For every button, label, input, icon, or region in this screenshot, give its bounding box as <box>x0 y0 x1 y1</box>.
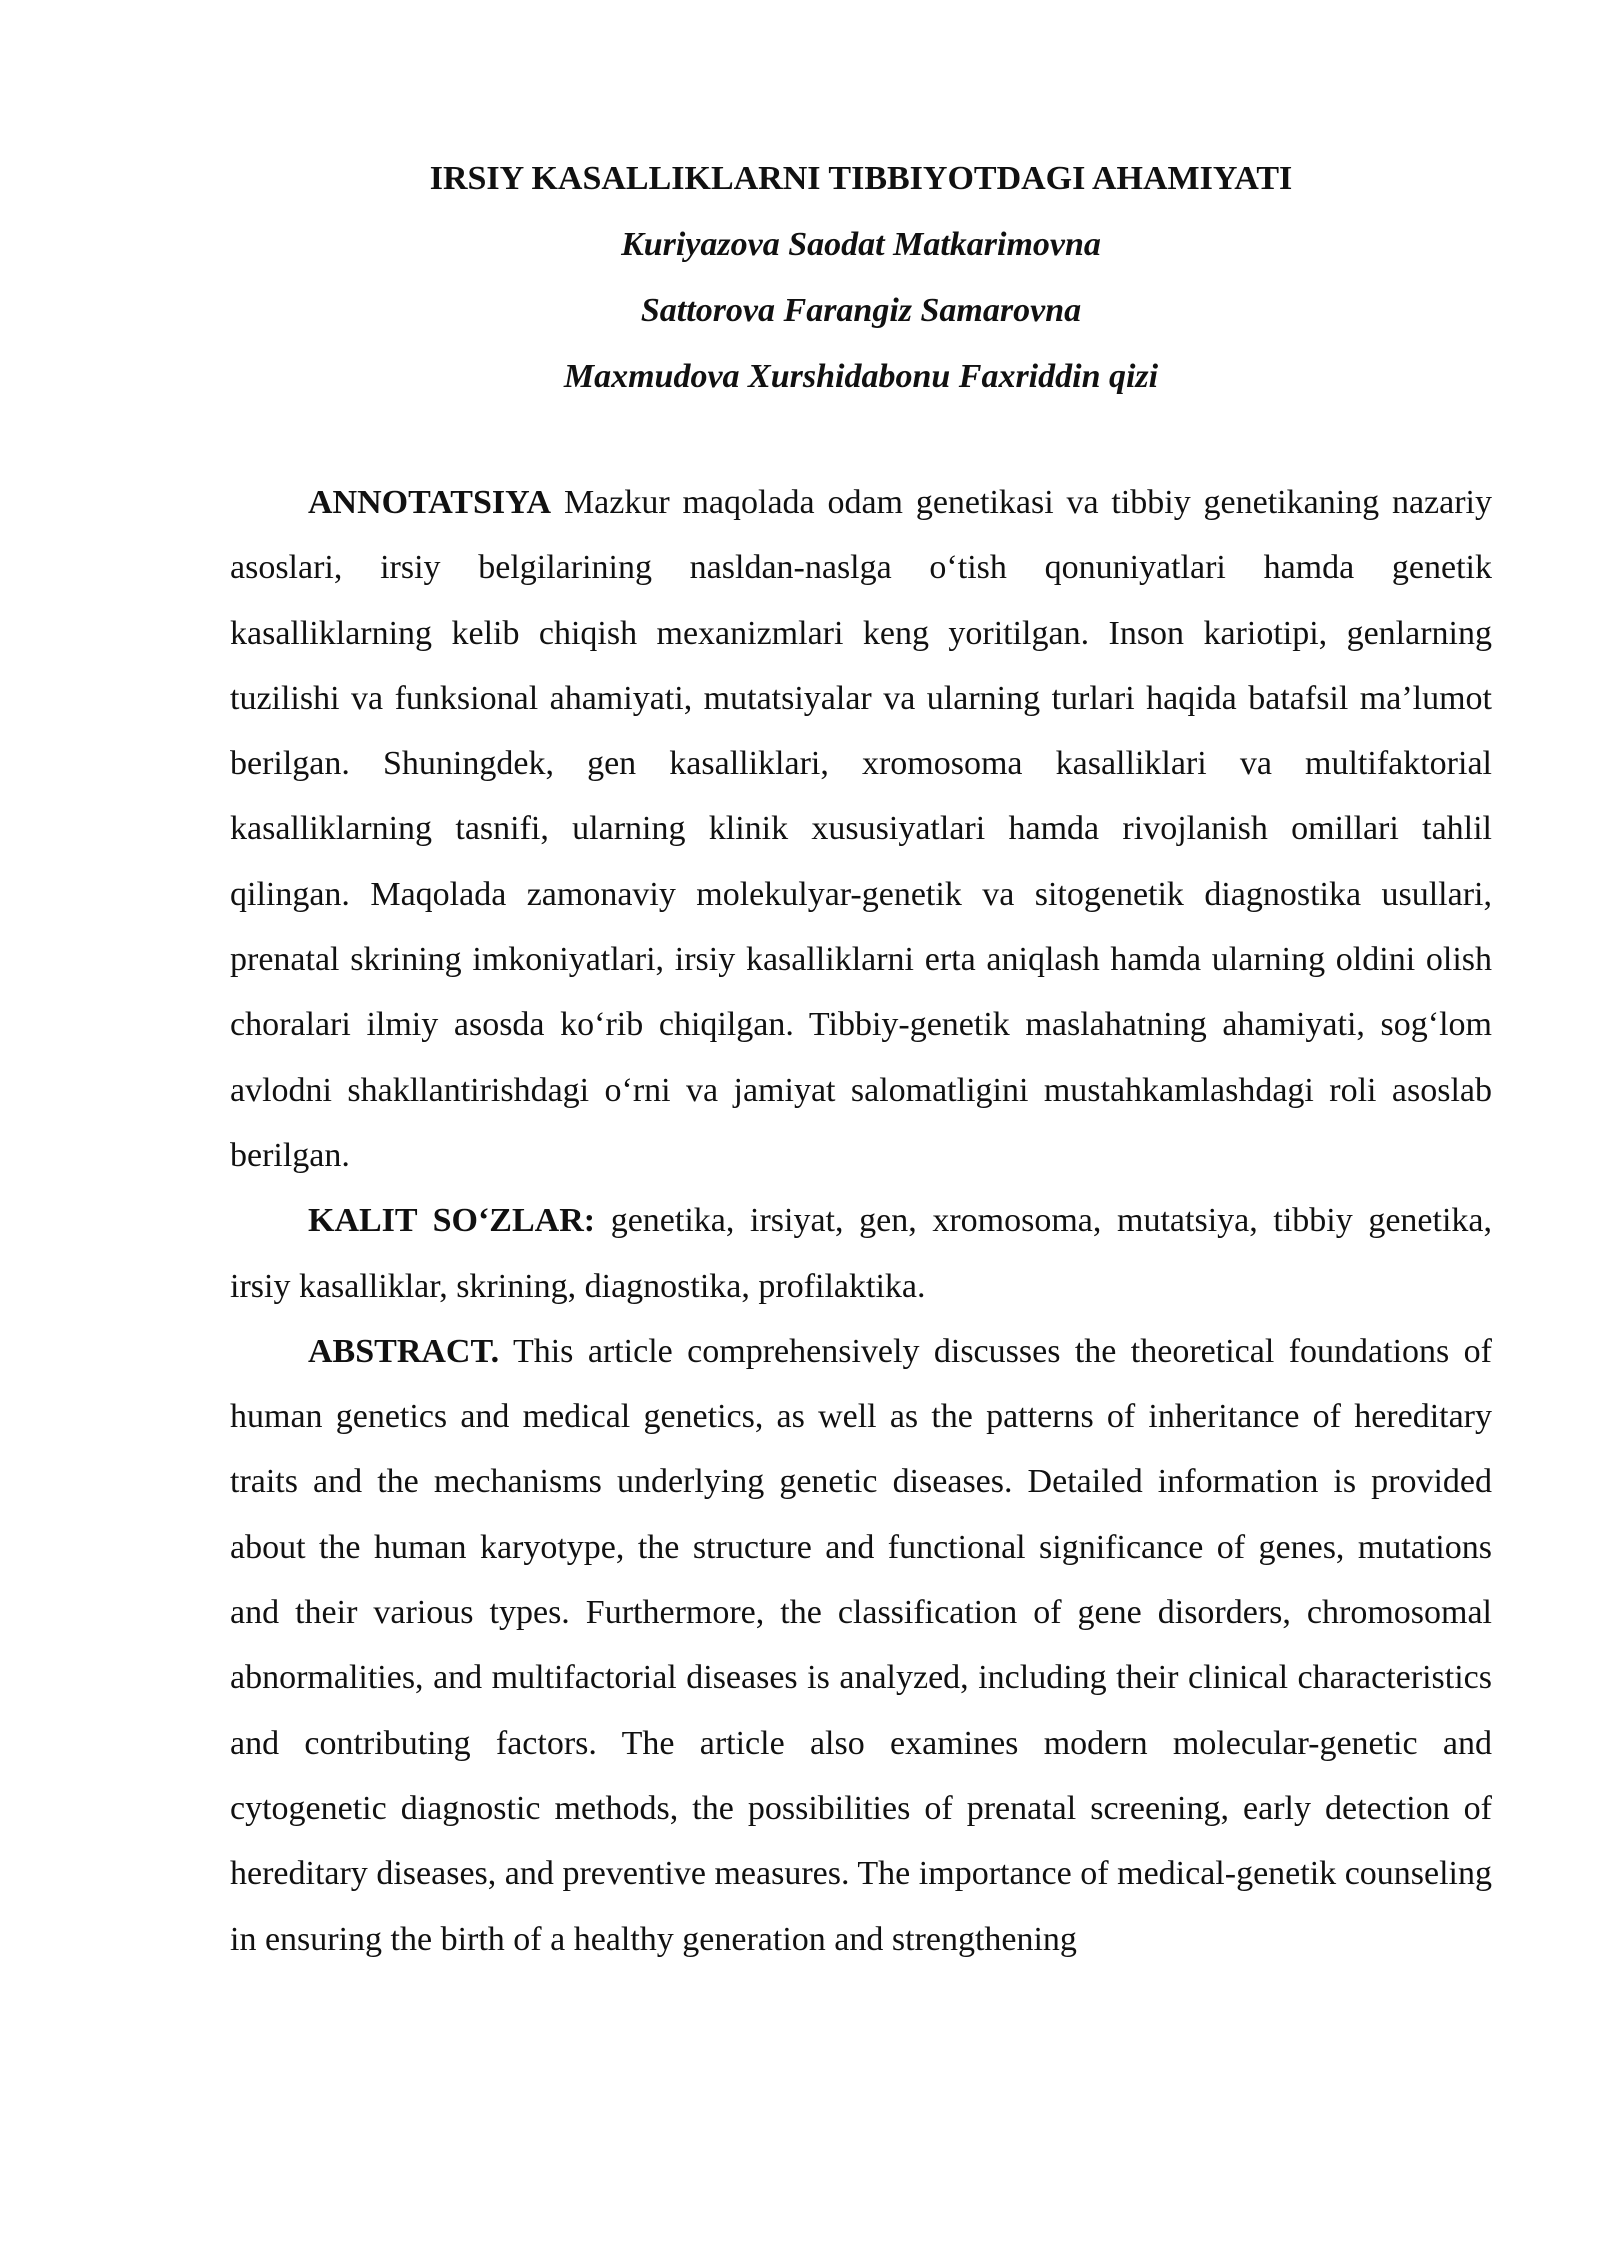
abstract-paragraph <box>230 1319 1492 1972</box>
annotation-heading: ANNOTATSIYA <box>308 484 552 521</box>
keywords-heading: KALIT SO‘ZLAR: <box>308 1202 596 1240</box>
annotation-paragraph <box>230 470 1492 1188</box>
annotation-text: Mazkur maqolada odam genetikasi va tibbiy genetikaning nazariy asoslari, irsiy belgilarining nasldan-naslga o‘tish qonuniyatlari hamda genetik kasalliklarning kelib chiqish mexanizmlari keng yoritilgan. Inson kariotipi, genlarning tuzilishi va funksional ahamiyati, mutatsiyalar va ularning turlari haqida batafsil ma’lumot berilgan. Shuningdek, gen kasalliklari, xromosoma kasalliklari va multifaktorial kasalliklarning tasnifi, ularning klinik xususiyatlari hamda rivojlanish omillari tahlil qilingan. Maqolada zamonaviy molekulyar-genetik va sitogenetik diagnostika usullari, prenatal skrining imkoniyatlari, irsiy kasalliklarni erta aniqlash hamda ularning oldini olish choralari ilmiy asosda ko‘rib chiqilgan. Tibbiy-genetik maslahatning ahamiyati, sog‘lom avlodni shakllantirishdagi o‘rni va jamiyat salomatligini mustahkamlashdagi roli asoslab berilgan. <box>230 484 1493 1174</box>
keywords-text: genetika, irsiyat, gen, xromosoma, mutatsiya, tibbiy genetika, irsiy kasalliklar, skrining, diagnostika, profilaktika. <box>230 1202 1493 1305</box>
article-body <box>230 470 1492 1972</box>
abstract-text: This article comprehensively discusses the theoretical foundations of human genetics and medical genetics, as well as the patterns of inheritance of hereditary traits and the mechanisms underlying genetic diseases. Detailed information is provided about the human karyotype, the structure and functional significance of genes, mutations and their various types. Furthermore, the classification of gene disorders, chromosomal abnormalities, and multifactorial diseases is analyzed, including their clinical characteristics and contributing factors. The article also examines modern molecular-genetic and cytogenetic diagnostic methods, the possibilities of prenatal screening, early detection of hereditary diseases, and preventive measures. The importance of medical-genetik counseling in ensuring the birth of a healthy generation and strengthening <box>230 1332 1492 1958</box>
article-header <box>230 146 1492 410</box>
author-name: Maxmudova Xurshidabonu Faxriddin qizi <box>563 358 1159 395</box>
keywords-paragraph <box>230 1188 1492 1319</box>
article-title: IRSIY KASALLIKLARNI TIBBIYOTDAGI AHAMIYATI <box>429 160 1293 197</box>
author-name: Sattorova Farangiz Samarovna <box>640 292 1082 329</box>
author-name: Kuriyazova Saodat Matkarimovna <box>621 226 1101 263</box>
abstract-heading: ABSTRACT. <box>308 1332 500 1370</box>
